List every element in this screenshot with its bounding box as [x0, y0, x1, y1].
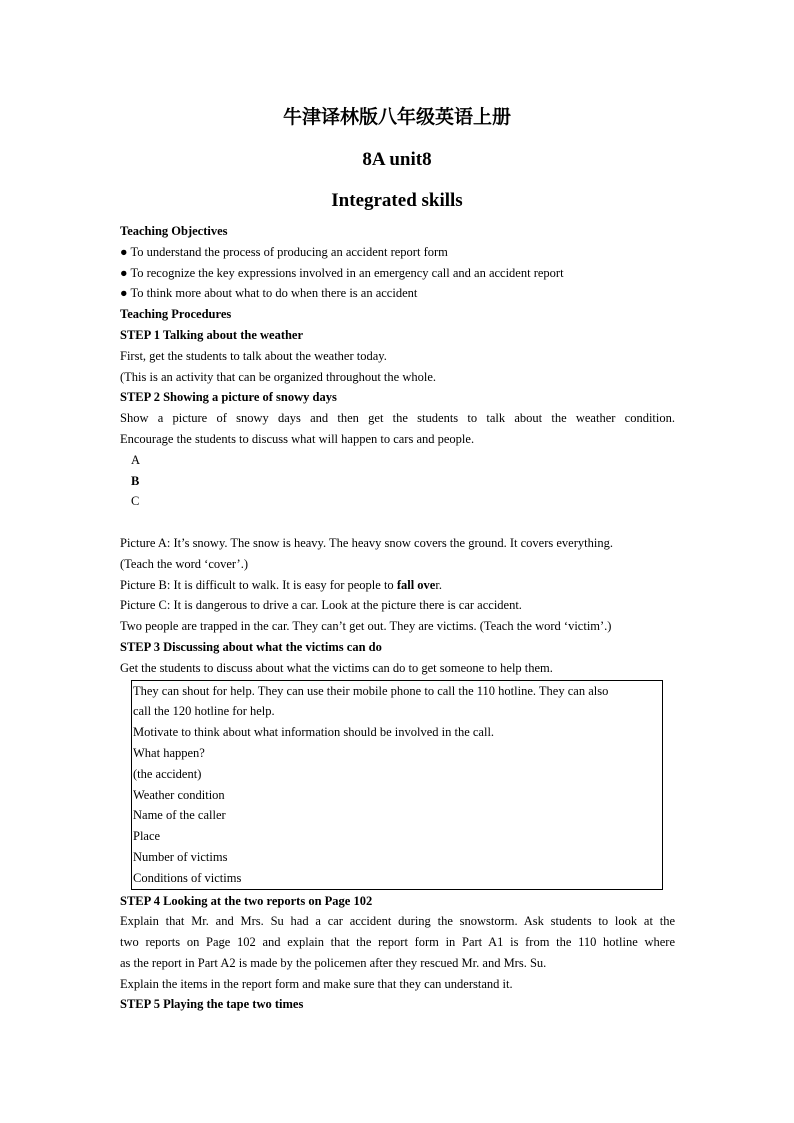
- box-line: Name of the caller: [133, 808, 226, 823]
- step2-text: Show a picture of snowy days and then get the students to talk about the weather condition.: [120, 411, 675, 426]
- doc-title-chinese: 牛津译林版八年级英语上册: [282, 107, 511, 128]
- spacer: [120, 512, 675, 533]
- picture-b-text: [120, 575, 675, 596]
- step1-text: First, get the students to talk about the weather today.: [120, 348, 387, 363]
- picture-a-text: Picture A: It’s snowy. The snow is heavy. The heavy snow covers the ground. It covers everything.: [120, 535, 613, 550]
- victims-text: Two people are trapped in the car. They can’t get out. They are victims. (Teach the word ‘victim’.): [120, 619, 612, 634]
- step5-heading: STEP 5 Playing the tape two times: [120, 997, 304, 1012]
- step3-heading: STEP 3 Discussing about what the victims can do: [120, 639, 382, 654]
- picture-label-c: C: [131, 494, 140, 509]
- step1-text: (This is an activity that can be organized throughout the whole.: [120, 369, 437, 384]
- box-line: They can shout for help. They can use their mobile phone to call the 110 hotline. They can also: [133, 683, 609, 698]
- box-line: Motivate to think about what information should be involved in the call.: [133, 725, 495, 740]
- objective-item: ● To recognize the key expressions involved in an emergency call and an accident report: [120, 265, 564, 280]
- step4-heading: STEP 4 Looking at the two reports on Page 102: [120, 893, 373, 908]
- box-line: Place: [133, 829, 161, 844]
- box-line: What happen?: [133, 745, 205, 760]
- objective-item: ● To think more about what to do when there is an accident: [120, 286, 418, 301]
- step4-text: Explain that Mr. and Mrs. Su had a car accident during the snowstorm. Ask students to look at the: [120, 914, 675, 929]
- picture-label-b: B: [131, 473, 140, 488]
- step3-intro: Get the students to discuss about what the victims can do to get someone to help them.: [120, 660, 553, 675]
- call-info-box: [131, 680, 663, 890]
- step4-text: Explain the items in the report form and make sure that they can understand it.: [120, 976, 513, 991]
- doc-title-lesson: Integrated skills: [331, 190, 463, 211]
- box-line: Weather condition: [133, 787, 225, 802]
- picture-b-keyword: fall ove: [396, 577, 436, 592]
- box-line: call the 120 hotline for help.: [133, 704, 275, 719]
- box-line: (the accident): [133, 766, 202, 781]
- step1-heading: STEP 1 Talking about the weather: [120, 327, 304, 342]
- step4-text: two reports on Page 102 and explain that the report form in Part A1 is from the 110 hotline where: [120, 935, 675, 950]
- objective-item: ● To understand the process of producing an accident report form: [120, 244, 448, 259]
- doc-title-unit: 8A unit8: [362, 149, 432, 170]
- picture-b-text-post: r.: [435, 577, 442, 592]
- picture-label-a: A: [131, 452, 141, 467]
- step4-text: as the report in Part A2 is made by the policemen after they rescued Mr. and Mrs. Su.: [120, 955, 547, 970]
- objectives-heading: Teaching Objectives: [120, 224, 228, 238]
- procedures-heading: Teaching Procedures: [120, 307, 232, 322]
- step2-heading: STEP 2 Showing a picture of snowy days: [120, 390, 337, 405]
- box-line: Number of victims: [133, 849, 228, 864]
- document-body: [120, 221, 675, 1015]
- box-line: Conditions of victims: [133, 870, 242, 885]
- step2-text: Encourage the students to discuss what will happen to cars and people.: [120, 431, 475, 446]
- picture-c-text: Picture C: It is dangerous to drive a car. Look at the picture there is car accident.: [120, 598, 522, 613]
- picture-a-note: (Teach the word ‘cover’.): [120, 556, 248, 571]
- picture-b-text-pre: Picture B: It is difficult to walk. It is easy for people to: [120, 577, 397, 592]
